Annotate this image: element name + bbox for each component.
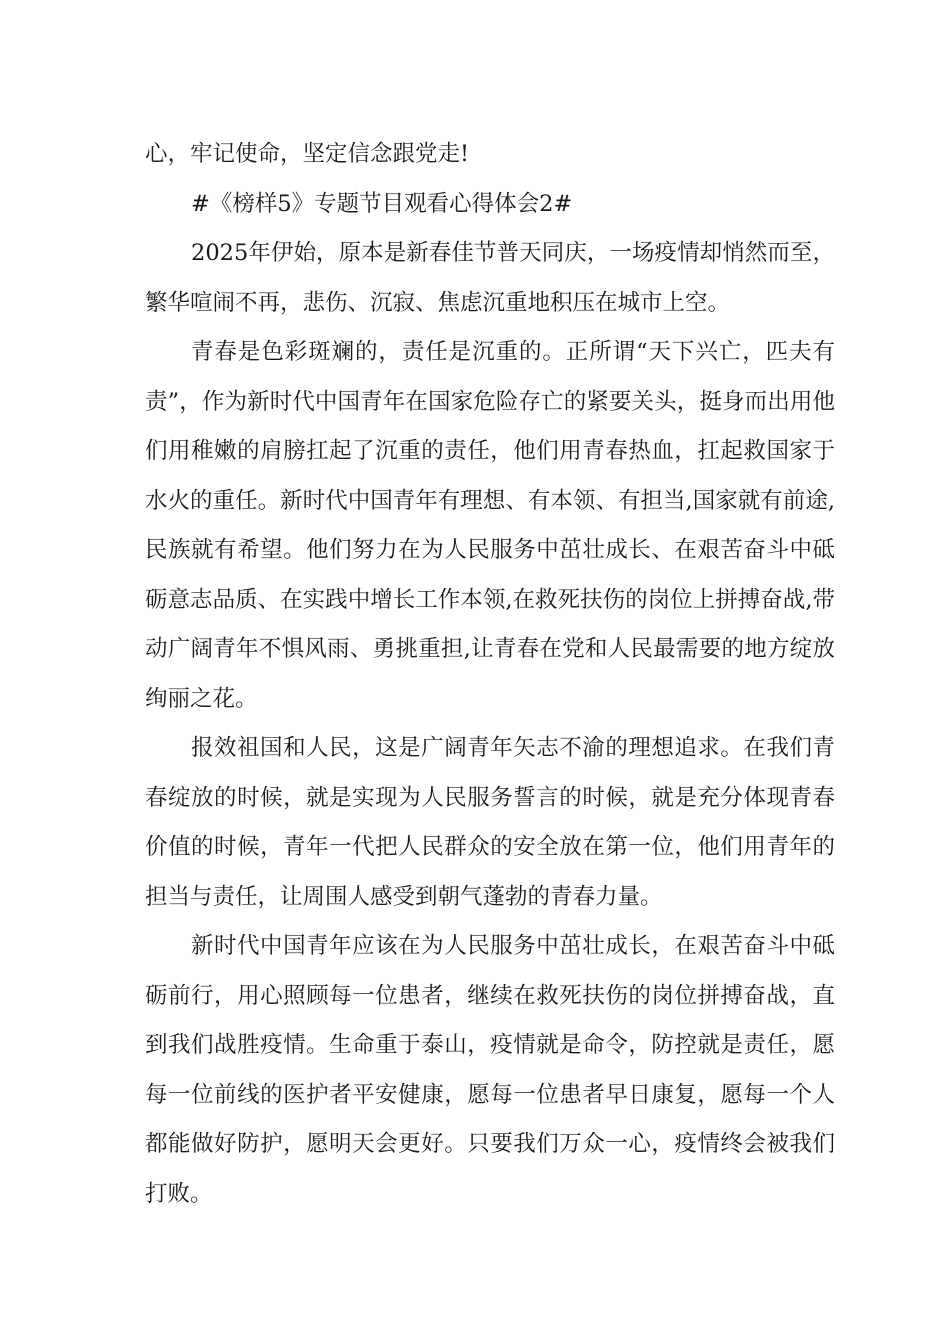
section-heading: #《榜样5》专题节目观看心得体会2# bbox=[191, 190, 573, 217]
paragraph: 报效祖国和人民，这是广阔青年矢志不渝的理想追求。在我们青春绽放的时候，就是实现为人民服务誓言的时候，就是充分体现青春价值的时候，青年一代把人民群众的安全放在第一位，他们用青年的担当与责任，让周围人感受到朝气蓬勃的青春力量。 bbox=[145, 735, 835, 910]
paragraph: 青春是色彩斑斓的，责任是沉重的。正所谓“天下兴亡，匹夫有责”，作为新时代中国青年在国家危险存亡的紧要关头，挺身而出用他们用稚嫩的肩膀扛起了沉重的责任，他们用青春热血，扛起救国家于水火的重任。新时代中国青年有理想、有本领、有担当,国家就有前途,民族就有希望。他们努力在为人民服务中茁壮成长、在艰苦奋斗中砥砺意志品质、在实践中增长工作本领,在救死扶伤的岗位上拼搏奋战,带动广阔青年不惧风雨、勇挑重担,让青春在党和人民最需要的地方绽放绚丽之花。 bbox=[145, 339, 835, 712]
paragraph: 2025年伊始，原本是新春佳节普天同庆，一场疫情却悄然而至，繁华喧闹不再，悲伤、沉寂、焦虑沉重地积压在城市上空。 bbox=[145, 240, 835, 316]
paragraph-continuation: 心，牢记使命，坚定信念跟党走! bbox=[145, 141, 470, 167]
document-body bbox=[145, 130, 835, 1219]
paragraph: 新时代中国青年应该在为人民服务中茁壮成长，在艰苦奋斗中砥砺前行，用心照顾每一位患者，继续在救死扶伤的岗位拼搏奋战，直到我们战胜疫情。生命重于泰山，疫情就是命令，防控就是责任，愿每一位前线的医护者平安健康，愿每一位患者早日康复，愿每一个人都能做好防护，愿明天会更好。只要我们万众一心，疫情终会被我们打败。 bbox=[145, 933, 835, 1207]
